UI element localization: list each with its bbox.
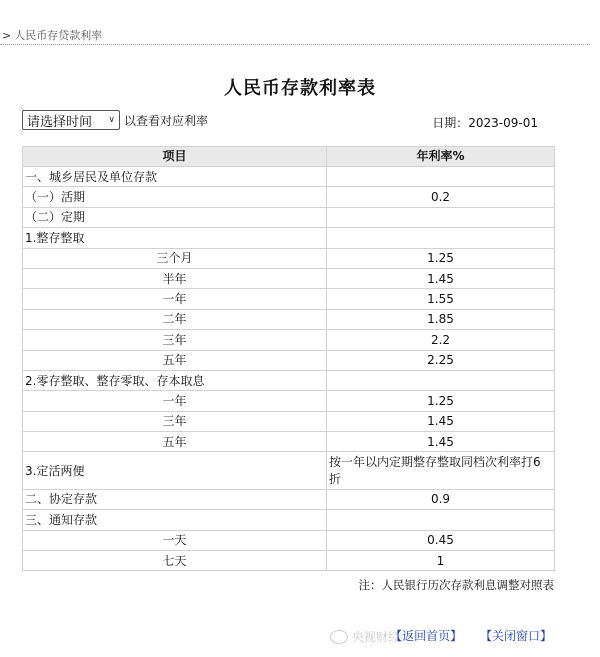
row-item-cell: 一天 bbox=[23, 530, 327, 550]
row-item-cell: 3.定活两便 bbox=[23, 452, 327, 489]
row-item-cell: 三年 bbox=[23, 330, 327, 350]
table-row bbox=[23, 289, 555, 309]
row-rate-cell: 2.25 bbox=[327, 350, 555, 370]
weibo-logo-icon bbox=[330, 630, 348, 644]
row-item-cell: 三年 bbox=[23, 411, 327, 431]
row-item-cell: 一、城乡居民及单位存款 bbox=[23, 167, 327, 187]
table-row bbox=[23, 530, 555, 550]
table-row bbox=[23, 268, 555, 288]
table-row bbox=[23, 370, 555, 390]
time-select[interactable] bbox=[22, 110, 120, 130]
table-row bbox=[23, 309, 555, 329]
table-row bbox=[23, 452, 555, 489]
row-item-cell: 1.整存整取 bbox=[23, 228, 327, 248]
row-rate-cell bbox=[327, 167, 555, 187]
breadcrumb-link[interactable]: 人民币存贷款利率 bbox=[14, 29, 103, 42]
table-row bbox=[23, 228, 555, 248]
row-item-cell: 2.零存整取、整存零取、存本取息 bbox=[23, 370, 327, 390]
row-rate-cell: 1.45 bbox=[327, 411, 555, 431]
watermark-text: 央视财经 bbox=[352, 630, 401, 644]
row-rate-cell: 1.85 bbox=[327, 309, 555, 329]
row-item-cell: 二、协定存款 bbox=[23, 489, 327, 509]
back-home-link[interactable]: 【返回首页】 bbox=[390, 629, 463, 643]
row-rate-cell: 1.45 bbox=[327, 268, 555, 288]
row-rate-cell: 按一年以内定期整存整取同档次利率打6折 bbox=[327, 452, 555, 489]
table-row bbox=[23, 207, 555, 227]
row-rate-cell bbox=[327, 510, 555, 530]
table-row bbox=[23, 391, 555, 411]
time-select-hint: 以查看对应利率 bbox=[124, 113, 209, 128]
row-rate-cell: 1.25 bbox=[327, 391, 555, 411]
table-row bbox=[23, 411, 555, 431]
table-row bbox=[23, 510, 555, 530]
chevron-down-icon: ∨ bbox=[108, 115, 115, 125]
row-item-cell: 三个月 bbox=[23, 248, 327, 268]
row-item-cell: 五年 bbox=[23, 432, 327, 452]
page-title: 人民币存款利率表 bbox=[224, 78, 376, 99]
table-row bbox=[23, 432, 555, 452]
row-rate-cell: 1.45 bbox=[327, 432, 555, 452]
footer-links bbox=[376, 627, 552, 644]
date-label: 日期：2023-09-01 bbox=[432, 116, 538, 130]
row-rate-cell: 1 bbox=[327, 551, 555, 571]
row-rate-cell bbox=[327, 370, 555, 390]
table-row bbox=[23, 489, 555, 509]
row-rate-cell: 1.55 bbox=[327, 289, 555, 309]
row-item-cell: （一）活期 bbox=[23, 187, 327, 207]
row-rate-cell: 0.45 bbox=[327, 530, 555, 550]
row-rate-cell: 2.2 bbox=[327, 330, 555, 350]
note-link[interactable]: 注：人民银行历次存款利息调整对照表 bbox=[358, 578, 554, 592]
time-select-value: 请选择时间 bbox=[27, 114, 93, 130]
table-row bbox=[23, 350, 555, 370]
header-rate: 年利率% bbox=[327, 147, 555, 167]
table-row bbox=[23, 330, 555, 350]
breadcrumb-arrow-icon: > bbox=[2, 29, 12, 42]
row-rate-cell: 0.2 bbox=[327, 187, 555, 207]
row-rate-cell bbox=[327, 207, 555, 227]
table-row bbox=[23, 187, 555, 207]
time-controls bbox=[22, 110, 208, 130]
row-rate-cell: 0.9 bbox=[327, 489, 555, 509]
table-row bbox=[23, 551, 555, 571]
close-window-link[interactable]: 【关闭窗口】 bbox=[479, 629, 552, 643]
row-item-cell: 三、通知存款 bbox=[23, 510, 327, 530]
header-item: 项目 bbox=[23, 147, 327, 167]
row-rate-cell: 1.25 bbox=[327, 248, 555, 268]
row-item-cell: （二）定期 bbox=[23, 207, 327, 227]
row-item-cell: 二年 bbox=[23, 309, 327, 329]
row-item-cell: 七天 bbox=[23, 551, 327, 571]
table-row bbox=[23, 167, 555, 187]
rates-table-body bbox=[23, 167, 555, 571]
row-item-cell: 五年 bbox=[23, 350, 327, 370]
row-item-cell: 一年 bbox=[23, 289, 327, 309]
breadcrumb bbox=[0, 28, 590, 45]
rates-table bbox=[22, 146, 555, 571]
row-item-cell: 一年 bbox=[23, 391, 327, 411]
row-rate-cell bbox=[327, 228, 555, 248]
table-row bbox=[23, 248, 555, 268]
row-item-cell: 半年 bbox=[23, 268, 327, 288]
table-header-row bbox=[23, 147, 555, 167]
